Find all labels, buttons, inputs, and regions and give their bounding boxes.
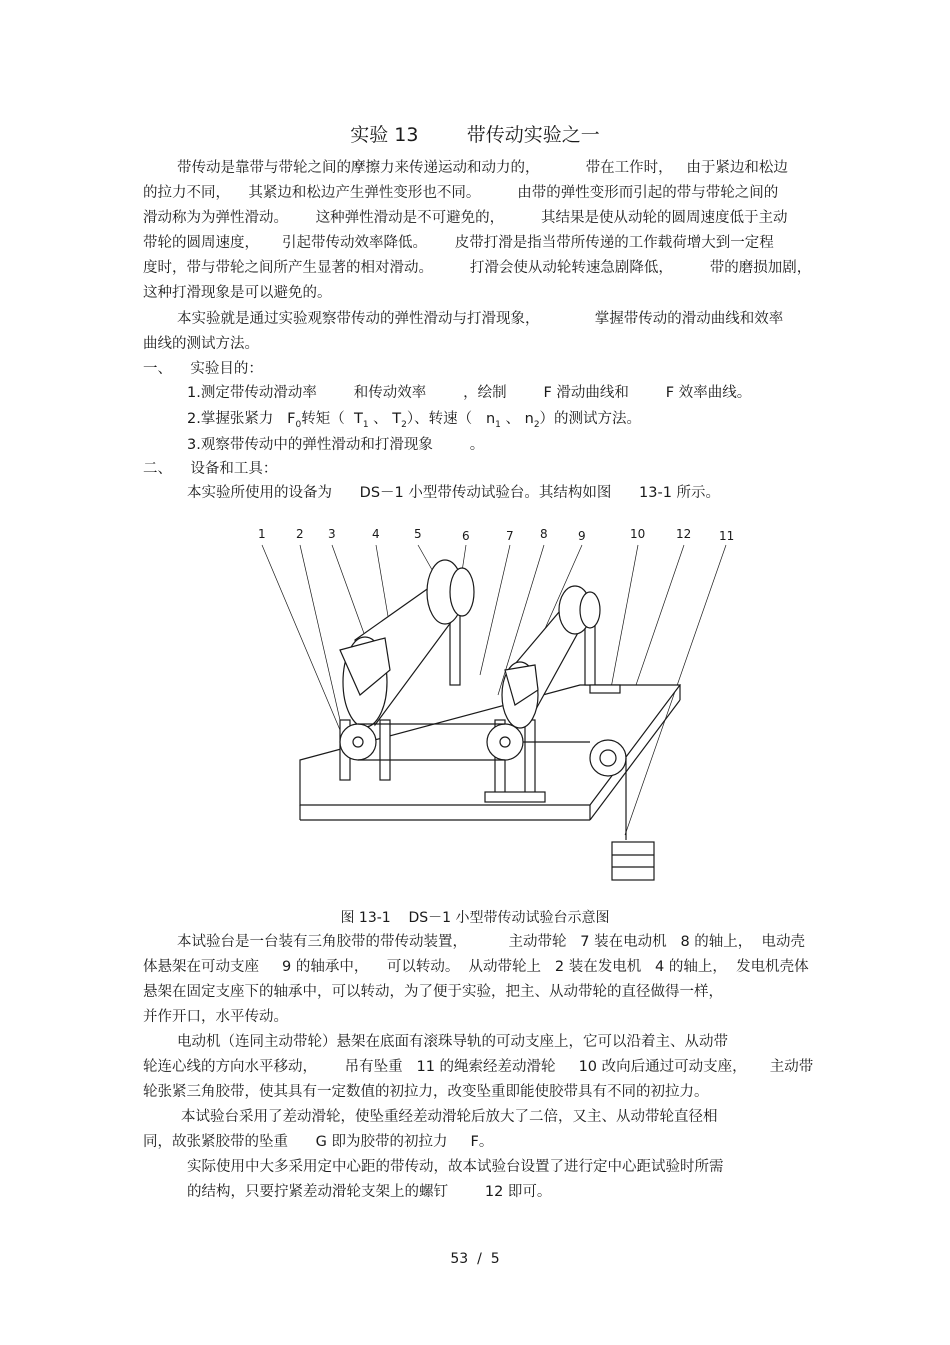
body-line-5: 电动机（连同主动带轮）悬架在底面有滚珠导轨的可动支座上，它可以沿着主、从动带 (177, 1034, 728, 1050)
part-label: 3 (328, 527, 336, 541)
part-label: 10 (630, 527, 646, 541)
page-title: 实验 13 带传动实验之一 (350, 124, 600, 146)
part-label: 4 (372, 527, 380, 541)
body-line-4: 并作开口，水平传动。 (143, 1009, 288, 1025)
body-line-6: 轮连心线的方向水平移动， 吊有坠重 11 的绳索经差动滑轮 10 改向后通过可动支座， 主动带 (143, 1059, 814, 1075)
section-heading-purpose: 一、 实验目的： (143, 361, 263, 377)
body-line-3: 悬架在固定支座下的轴承中，可以转动，为了便于实验，把主、从动带轮的直径做得一样， (143, 984, 723, 1000)
part-label: 2 (296, 527, 304, 541)
equipment-intro: 本实验所使用的设备为 DS－1 小型带传动试验台。其结构如图 13-1 所示。 (187, 485, 721, 501)
figure-caption: 图 13-1 DS－1 小型带传动试验台示意图 (340, 910, 610, 926)
purpose-item-1: 1.测定带传动滑动率 和传动效率 ，绘制 F 滑动曲线和 F 效率曲线。 (187, 385, 752, 401)
intro-line-2: 的拉力不同， 其紧边和松边产生弹性变形也不同。 由带的弹性变形而引起的带与带轮之间的 (143, 185, 779, 201)
page-number: 53 / 5 (450, 1251, 500, 1267)
part-label: 1 (258, 527, 266, 541)
intro-line-5: 度时，带与带轮之间所产生显著的相对滑动。 打滑会使从动轮转速急剧降低， 带的磨损加剧， (143, 260, 812, 276)
intro-line-3: 滑动称为为弹性滑动。 这种弹性滑动是不可避免的， 其结果是使从动轮的圆周速度低于主动 (143, 210, 788, 226)
part-label: 11 (719, 529, 735, 543)
part-label: 9 (578, 529, 586, 543)
part-label: 8 (540, 527, 548, 541)
body-line-2: 体悬架在可动支座 9 的轴承中， 可以转动。 从动带轮上 2 装在发电机 4 的轴上， 发电机壳体 (143, 959, 809, 975)
part-label: 5 (414, 527, 422, 541)
part-label: 12 (676, 527, 692, 541)
section-heading-equipment: 二、 设备和工具： (143, 461, 278, 477)
test-rig-figure (240, 520, 735, 890)
purpose-line-2: 曲线的测试方法。 (143, 336, 259, 352)
body-line-7: 轮张紧三角胶带，使其具有一定数值的初拉力，改变坠重即能使胶带具有不同的初拉力。 (143, 1084, 709, 1100)
part-labels (258, 527, 734, 543)
purpose-item-2: 2.掌握张紧力 $F_0$转矩（ $T_1$ 、 $T_2$）、转速（ $n_1$ 、 $n_2$）的测试方法。 (187, 411, 642, 430)
purpose-item-3: 3.观察带传动中的弹性滑动和打滑现象 。 (187, 437, 485, 453)
intro-line-4: 带轮的圆周速度， 引起带传动效率降低。 皮带打滑是指当带所传递的工作载荷增大到一定程 (143, 235, 774, 251)
purpose-line-1: 本实验就是通过实验观察带传动的弹性滑动与打滑现象， 掌握带传动的滑动曲线和效率 (177, 311, 784, 327)
part-label: 7 (506, 529, 514, 543)
body-line-10: 实际使用中大多采用定中心距的带传动，故本试验台设置了进行定中心距试验时所需 (187, 1159, 724, 1175)
intro-line-6: 这种打滑现象是可以避免的。 (143, 285, 332, 301)
part-label: 6 (462, 529, 470, 543)
body-line-9: 同，故张紧胶带的坠重 G 即为胶带的初拉力 F。 (143, 1134, 494, 1150)
body-line-1: 本试验台是一台装有三角胶带的带传动装置， 主动带轮 7 装在电动机 8 的轴上， 电动壳 (177, 934, 806, 950)
body-line-8: 本试验台采用了差动滑轮，使坠重经差动滑轮后放大了二倍，又主、从动带轮直径相 (181, 1109, 718, 1125)
intro-line-1: 带传动是靠带与带轮之间的摩擦力来传递运动和动力的， 带在工作时， 由于紧边和松边 (177, 160, 788, 176)
body-line-11: 的结构，只要拧紧差动滑轮支架上的螺钉 12 即可。 (187, 1184, 552, 1200)
